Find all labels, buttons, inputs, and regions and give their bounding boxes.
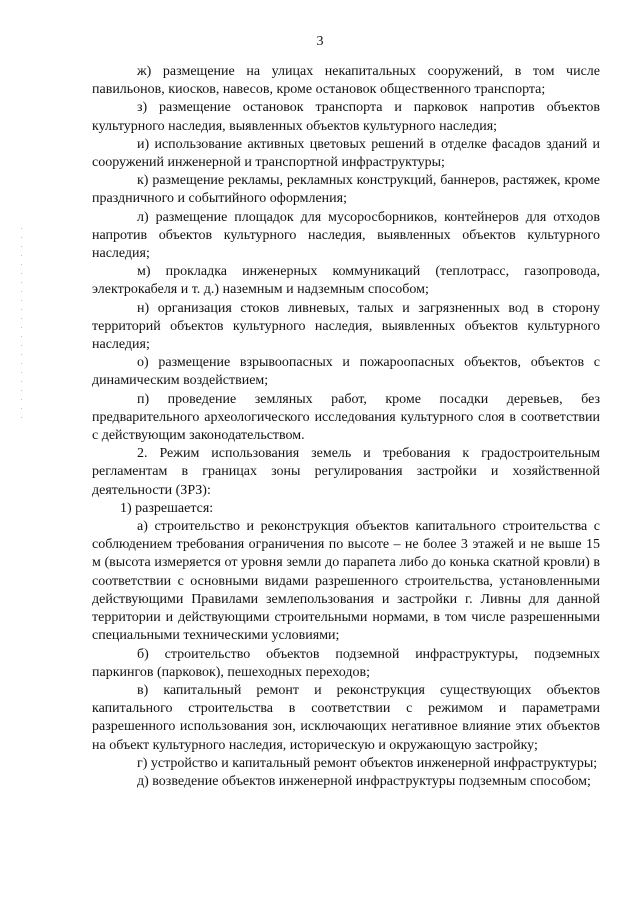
paragraph-z: з) размещение остановок транспорта и парковок напротив объектов культурного наследия, выявленных объектов культурного наследия; xyxy=(92,100,600,134)
paragraph-n: н) организация стоков ливневых, талых и загрязненных вод в сторону территорий объектов культурного наследия, выявленных объектов культурного наследия; xyxy=(92,300,600,353)
paragraph-zh: ж) размещение на улицах некапитальных сооружений, в том числе павильонов, киосков, навесов, кроме остановок общественного транспорта; xyxy=(92,64,600,98)
document-body xyxy=(92,63,600,791)
paragraph-b: б) строительство объектов подземной инфраструктуры, подземных паркингов (парковок), пешеходных переходов; xyxy=(92,646,600,680)
subsection-1-allowed: 1) разрешается: xyxy=(120,500,214,516)
paragraph-d: д) возведение объектов инженерной инфраструктуры подземным способом; xyxy=(137,773,591,789)
scan-margin-mark xyxy=(21,228,22,418)
paragraph-l: л) размещение площадок для мусоросборников, контейнеров для отходов напротив объектов культурного наследия, выявленных объектов культурного наследия; xyxy=(92,209,600,262)
paragraph-i: и) использование активных цветовых решений в отделке фасадов зданий и сооружений инженерной и транспортной инфраструктуры; xyxy=(92,136,600,171)
paragraph-k: к) размещение рекламы, рекламных конструкций, баннеров, растяжек, кроме праздничного и событийного оформления; xyxy=(92,173,600,207)
paragraph-a: а) строительство и реконструкция объектов капитального строительства с соблюдением требования ограничения по высоте – не более 3 этажей и не выше 15 м (высота измеряется от уровня земли до парапета либо до конька скатной кровли) в соответствии с основными видами разрешенного строительства, установленными действующими Правилами землепользования и застройки г. Ливны для данной территории и действующими строительными нормами, в том числе разрешенными специальными техническими условиями; xyxy=(92,519,600,644)
section-heading-2: 2. Режим использования земель и требования к градостроительным регламентам в границах зоны регулирования застройки и хозяйственной деятельности (ЗРЗ): xyxy=(92,446,600,498)
paragraph-o: о) размещение взрывоопасных и пожароопасных объектов, объектов с динамическим воздействием; xyxy=(92,355,600,389)
paragraph-g: г) устройство и капитальный ремонт объектов инженерной инфраструктуры; xyxy=(137,755,598,771)
paragraph-p: п) проведение земляных работ, кроме посадки деревьев, без предварительного археологического исследования культурного слоя в соответствии с действующим законодательством. xyxy=(92,391,600,444)
page-number: 3 xyxy=(316,34,324,49)
paragraph-m: м) прокладка инженерных коммуникаций (теплотрасс, газопровода, электрокабеля и т. д.) наземным и надземным способом; xyxy=(92,264,600,298)
paragraph-v: в) капитальный ремонт и реконструкция существующих объектов капитального строительства в соответствии с режимом и параметрами разрешенного использования зон, исключающих негативное влияние этих объектов на объект культурного наследия, историческую и окружающую застройку; xyxy=(92,682,600,753)
